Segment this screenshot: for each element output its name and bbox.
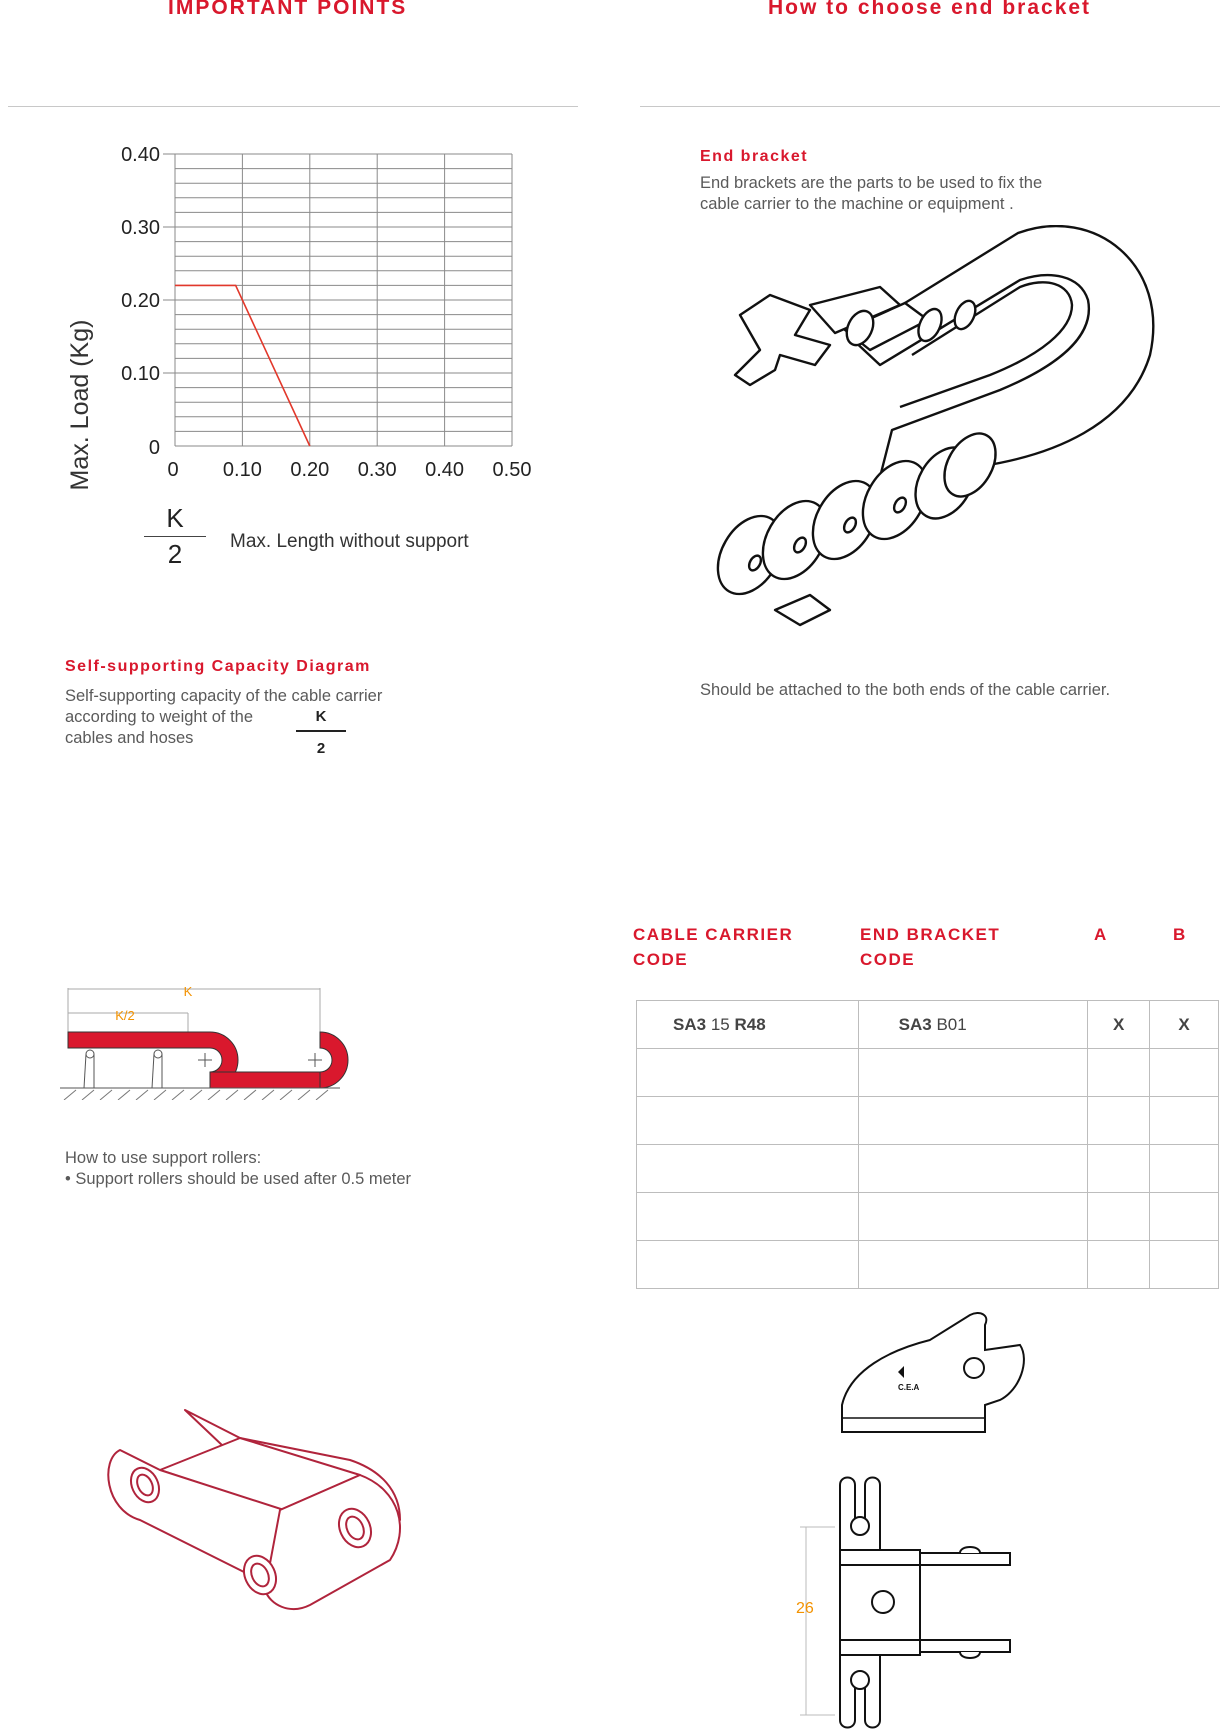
chart-y-ticks bbox=[121, 144, 175, 459]
roller-line2: • Support rollers should be used after 0.5 meter bbox=[65, 1170, 412, 1188]
th-cable-carrier-code bbox=[633, 922, 793, 972]
hatch-line bbox=[118, 1090, 130, 1100]
table-row bbox=[637, 1193, 1219, 1241]
x-tick-label: 0.10 bbox=[222, 459, 262, 481]
hatch-line bbox=[298, 1090, 310, 1100]
self-supporting-title: Self-supporting Capacity Diagram bbox=[65, 658, 371, 675]
th-cc-line2: CODE bbox=[633, 950, 689, 969]
th-cc-line1: CABLE CARRIER bbox=[633, 925, 794, 944]
th-eb-line1: END BRACKET bbox=[860, 925, 1001, 944]
bracket-front-view bbox=[790, 1475, 1050, 1731]
end-bracket-note: Should be attached to the both ends of the cable carrier. bbox=[700, 681, 1111, 699]
caption-div: 2 bbox=[167, 539, 183, 569]
hatch-line bbox=[280, 1090, 292, 1100]
header-important-points: IMPORTANT POINTS bbox=[168, 0, 408, 19]
chain-link-illustration bbox=[100, 1400, 420, 1630]
end-bracket-line1: End brackets are the parts to be used to fix the bbox=[700, 174, 1043, 192]
roller-post-1a bbox=[84, 1054, 86, 1088]
x-tick-label: 0.40 bbox=[425, 459, 465, 481]
hatch-line bbox=[154, 1090, 166, 1100]
th-eb-line2: CODE bbox=[860, 950, 916, 969]
roller-1 bbox=[86, 1050, 94, 1058]
th-a: A bbox=[1094, 925, 1108, 944]
chart-y-label: Max. Load (Kg) bbox=[66, 319, 94, 491]
cable-carrier-illustration bbox=[700, 225, 1170, 655]
eb-series: SA3 bbox=[898, 1014, 932, 1034]
ground-hatch bbox=[64, 1090, 328, 1100]
fraction-div: 2 bbox=[316, 740, 326, 757]
chart-x-ticks bbox=[167, 459, 531, 481]
cell-a: X bbox=[1088, 1001, 1150, 1049]
hatch-line bbox=[100, 1090, 112, 1100]
cell-b: X bbox=[1150, 1001, 1219, 1049]
y-tick-label: 0.30 bbox=[121, 217, 160, 239]
bracket-front-bottom-hole bbox=[851, 1671, 869, 1689]
caption-fraction-line bbox=[144, 536, 206, 537]
carrier-bottom-bracket bbox=[775, 595, 830, 625]
x-tick-label: 0.50 bbox=[492, 459, 532, 481]
self-supporting-fraction bbox=[296, 708, 346, 757]
cell-end-bracket-code bbox=[858, 1001, 1088, 1049]
bracket-front-top-fork bbox=[840, 1478, 880, 1551]
support-roller-diagram bbox=[60, 980, 380, 1100]
hatch-line bbox=[226, 1090, 238, 1100]
bracket-side-view bbox=[830, 1310, 1040, 1440]
end-bracket-text bbox=[700, 173, 1042, 215]
th-end-bracket-code bbox=[860, 922, 1000, 972]
table-row bbox=[637, 1241, 1219, 1289]
carrier-lower-run bbox=[210, 1072, 320, 1088]
eb-type: B01 bbox=[936, 1014, 967, 1034]
x-tick-label: 0.20 bbox=[290, 459, 330, 481]
y-tick-label: 0.10 bbox=[121, 363, 160, 385]
roller-text bbox=[65, 1148, 411, 1190]
cea-logo-text: C.E.A bbox=[898, 1383, 920, 1392]
x-tick-label: 0.30 bbox=[357, 459, 397, 481]
end-bracket-line2: cable carrier to the machine or equipment . bbox=[700, 195, 1014, 213]
divider-left bbox=[8, 106, 578, 107]
x-tick-label: 0 bbox=[167, 459, 179, 481]
y-tick-label: 0 bbox=[148, 437, 160, 459]
dimension-label: 26 bbox=[796, 1600, 814, 1617]
hatch-line bbox=[244, 1090, 256, 1100]
fraction-line bbox=[296, 730, 346, 732]
bracket-front-top-hole bbox=[851, 1517, 869, 1535]
roller-2 bbox=[154, 1050, 162, 1058]
hatch-line bbox=[172, 1090, 184, 1100]
header-end-bracket: How to choose end bracket bbox=[768, 0, 1092, 19]
carrier-end-bend bbox=[320, 1032, 348, 1088]
bracket-front-arm-bottom bbox=[920, 1640, 1010, 1652]
chart-grid bbox=[175, 154, 512, 446]
bracket-side-outline bbox=[842, 1313, 1024, 1432]
bracket-front-arm-top bbox=[920, 1553, 1010, 1565]
y-tick-label: 0.40 bbox=[121, 144, 160, 166]
load-chart bbox=[0, 130, 600, 580]
bracket-front-tab-top bbox=[960, 1547, 980, 1553]
chart-x-caption-label: Max. Length without support bbox=[230, 531, 469, 552]
bracket-front-tab-bottom bbox=[960, 1652, 980, 1658]
cc-width: 15 bbox=[710, 1014, 730, 1034]
table-row bbox=[637, 1049, 1219, 1097]
label-k2: K/2 bbox=[115, 1008, 135, 1023]
carrier-loop-outer bbox=[850, 226, 1153, 477]
table-row bbox=[637, 1097, 1219, 1145]
fraction-k: K bbox=[315, 708, 327, 725]
hatch-line bbox=[208, 1090, 220, 1100]
roller-post-2a bbox=[152, 1054, 154, 1088]
hatch-line bbox=[190, 1090, 202, 1100]
th-b: B bbox=[1173, 925, 1187, 944]
hatch-line bbox=[82, 1090, 94, 1100]
cc-series: SA3 bbox=[673, 1014, 707, 1034]
hatch-line bbox=[64, 1090, 76, 1100]
cc-radius: R48 bbox=[734, 1014, 766, 1034]
self-supporting-line1: Self-supporting capacity of the cable carrier bbox=[65, 687, 383, 705]
self-supporting-line2: according to weight of the bbox=[65, 708, 254, 726]
hatch-line bbox=[262, 1090, 274, 1100]
y-tick-label: 0.20 bbox=[121, 290, 160, 312]
bracket-front-center-hole bbox=[872, 1591, 894, 1613]
hatch-line bbox=[316, 1090, 328, 1100]
hatch-line bbox=[136, 1090, 148, 1100]
self-supporting-line3: cables and hoses bbox=[65, 729, 194, 747]
cell-cable-carrier-code bbox=[637, 1001, 859, 1049]
bracket-side-hole bbox=[964, 1358, 984, 1378]
bracket-table bbox=[636, 1000, 1219, 1289]
table-row bbox=[637, 1001, 1219, 1049]
chart-x-caption bbox=[140, 503, 210, 570]
end-bracket-title: End bracket bbox=[700, 148, 809, 165]
bracket-front-bottom-fork bbox=[840, 1655, 880, 1728]
divider-right bbox=[640, 106, 1220, 107]
roller-line1: How to use support rollers: bbox=[65, 1149, 262, 1167]
table-row bbox=[637, 1145, 1219, 1193]
caption-k: K bbox=[166, 503, 184, 533]
label-k: K bbox=[183, 984, 193, 999]
